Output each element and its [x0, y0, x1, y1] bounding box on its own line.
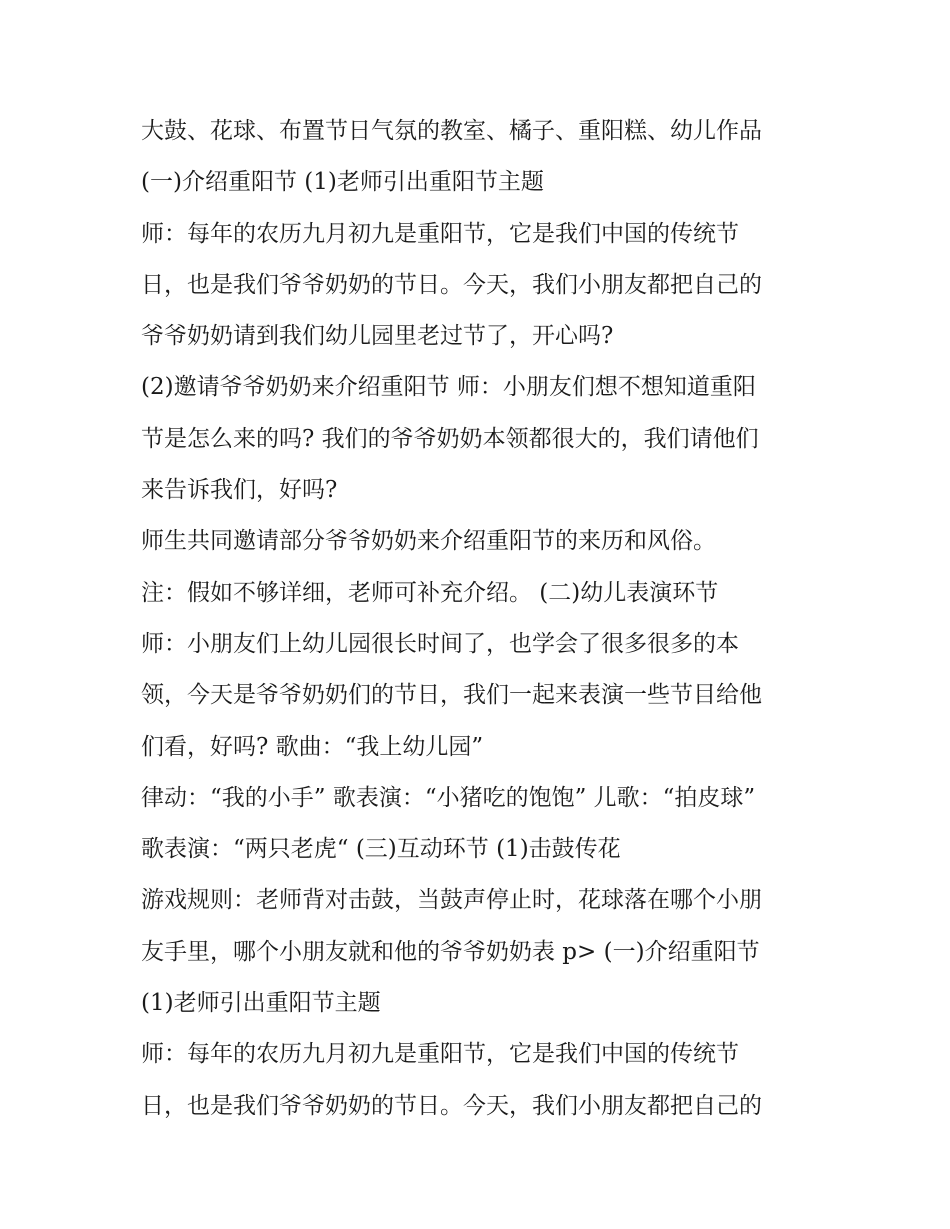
text-line: 师：每年的农历九月初九是重阳节，它是我们中国的传统节 — [141, 1041, 739, 1068]
text-line: 师：每年的农历九月初九是重阳节，它是我们中国的传统节 — [141, 220, 739, 247]
text-line: 们看，好吗? 歌曲：“我上幼儿园” — [141, 733, 484, 760]
text-line: 来告诉我们，好吗? — [141, 477, 338, 504]
text-line: 节是怎么来的吗? 我们的爷爷奶奶本领都很大的，我们请他们 — [141, 425, 759, 452]
text-line: 爷爷奶奶请到我们幼儿园里老过节了，开心吗? — [141, 323, 614, 350]
text-line: 领，今天是爷爷奶奶们的节日，我们一起来表演一些节目给他 — [141, 682, 762, 709]
text-line: (1)老师引出重阳节主题 — [141, 990, 381, 1017]
document-body — [141, 106, 831, 1132]
text-line: 律动：“我的小手” 歌表演：“小猪吃的饱饱” 儿歌：“拍皮球” — [141, 784, 756, 811]
text-line: 歌表演：“两只老虎“ (三)互动环节 (1)击鼓传花 — [141, 836, 621, 863]
text-line: 日，也是我们爷爷奶奶的节日。今天，我们小朋友都把自己的 — [141, 1092, 762, 1119]
text-line: 游戏规则：老师背对击鼓，当鼓声停止时，花球落在哪个小朋 — [141, 887, 762, 914]
text-line: (一)介绍重阳节 (1)老师引出重阳节主题 — [141, 169, 544, 196]
text-line: 大鼓、花球、布置节日气氛的教室、橘子、重阳糕、幼儿作品 — [141, 118, 762, 144]
text-line: 师生共同邀请部分爷爷奶奶来介绍重阳节的来历和风俗。 — [141, 528, 716, 555]
text-line: (2)邀请爷爷奶奶来介绍重阳节 师：小朋友们想不想知道重阳 — [141, 374, 756, 401]
text-line: 友手里，哪个小朋友就和他的爷爷奶奶表 p> (一)介绍重阳节 — [141, 938, 760, 965]
text-line: 注：假如不够详细，老师可补充介绍。 (二)幼儿表演环节 — [141, 579, 719, 606]
text-line: 师：小朋友们上幼儿园很长时间了，也学会了很多很多的本 — [141, 630, 739, 657]
text-line: 日，也是我们爷爷奶奶的节日。今天，我们小朋友都把自己的 — [141, 271, 762, 298]
